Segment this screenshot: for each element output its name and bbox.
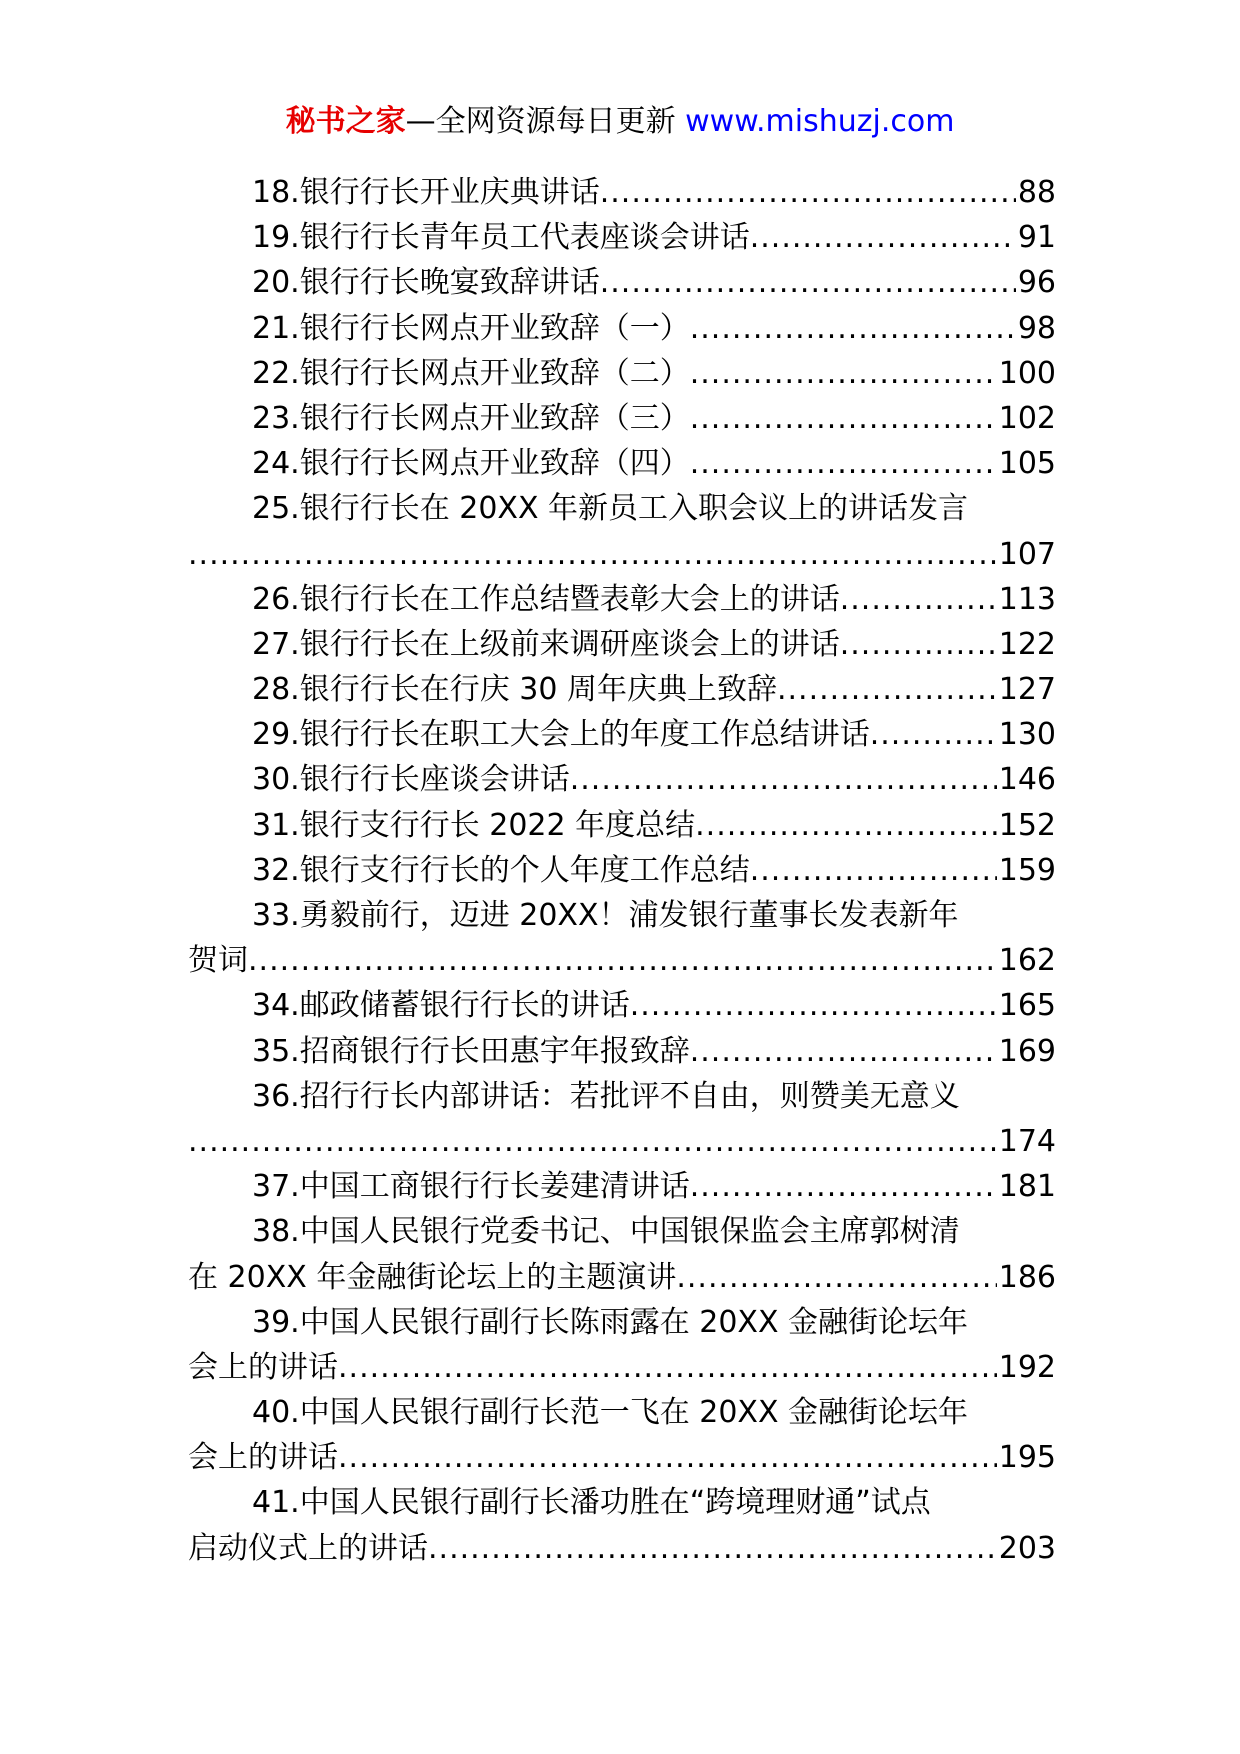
toc-entry-title: 35.招商银行行长田惠宇年报致辞 [252, 1033, 690, 1069]
toc-entry-title: 36.招行行长内部讲话：若批评不自由，则赞美无意义 [252, 1078, 960, 1114]
toc-entry-title: 21.银行行长网点开业致辞（一） [252, 310, 690, 346]
toc-entry[interactable] [188, 757, 1056, 802]
toc-entry[interactable] [188, 441, 1056, 486]
toc-entry-title: 40.中国人民银行副行长范一飞在 20XX 金融街论坛年 [252, 1395, 969, 1431]
toc-page-number: 169 [998, 1033, 1056, 1069]
page-header [0, 100, 1240, 144]
toc-leader-dots [248, 938, 997, 983]
toc-leader-dots [690, 351, 997, 396]
toc-page-number: 130 [998, 717, 1056, 753]
toc-entry-title: 18.银行行长开业庆典讲话 [252, 175, 600, 210]
toc-entry[interactable] [188, 667, 1056, 712]
toc-leader-dots [870, 712, 997, 757]
toc-page-number: 146 [998, 762, 1056, 798]
header-url-link[interactable]: www.mishuzj.com [685, 104, 955, 139]
toc-entry[interactable] [188, 983, 1056, 1028]
toc-page-number: 181 [998, 1169, 1056, 1205]
toc-entry-title: 38.中国人民银行党委书记、中国银保监会主席郭树清 [252, 1214, 960, 1250]
toc-leader-dots [690, 1164, 997, 1209]
toc-page-number: 186 [998, 1259, 1056, 1295]
toc-leader-dots [338, 1435, 997, 1480]
toc-entry[interactable] [188, 893, 1056, 938]
toc-page-number: 162 [998, 943, 1056, 979]
toc-leader-dots [600, 170, 1016, 215]
toc-leader-dots [690, 396, 997, 441]
toc-entry-continuation[interactable] [188, 532, 1056, 577]
toc-entry[interactable] [188, 1164, 1056, 1209]
toc-entry-title: 30.银行行长座谈会讲话 [252, 762, 570, 798]
toc-entry-title-continued: 贺词 [188, 943, 248, 979]
toc-entry[interactable] [188, 712, 1056, 757]
toc-entry-continuation[interactable] [188, 1435, 1056, 1480]
toc-entry[interactable] [188, 1480, 1056, 1525]
brand-name: 秘书之家 [285, 104, 406, 139]
toc-entry-continuation[interactable] [188, 938, 1056, 983]
toc-entry-continuation[interactable] [188, 1526, 1056, 1571]
toc-leader-dots [690, 306, 1016, 351]
toc-entry-title: 34.邮政储蓄银行行长的讲话 [252, 988, 630, 1024]
toc-page-number: 159 [998, 852, 1056, 888]
toc-entry-title-continued: 会上的讲话 [188, 1440, 338, 1476]
toc-page-number: 122 [998, 626, 1056, 662]
toc-entry-title: 26.银行行长在工作总结暨表彰大会上的讲话 [252, 581, 840, 617]
toc-entry-continuation[interactable] [188, 1255, 1056, 1300]
toc-entry[interactable] [188, 622, 1056, 667]
toc-entry[interactable] [188, 1300, 1056, 1345]
toc-leader-dots [690, 1029, 997, 1074]
table-of-contents [188, 170, 1056, 1571]
toc-entry-continuation[interactable] [188, 1119, 1056, 1164]
toc-entry-title: 27.银行行长在上级前来调研座谈会上的讲话 [252, 626, 840, 662]
toc-leader-dots [188, 532, 997, 577]
toc-page-number: 113 [998, 581, 1056, 617]
toc-leader-dots [750, 848, 997, 893]
toc-page-number: 152 [998, 807, 1056, 843]
toc-page-number: 91 [1017, 220, 1056, 256]
toc-leader-dots [630, 983, 997, 1028]
toc-page-number: 98 [1017, 310, 1056, 346]
toc-entry[interactable] [188, 396, 1056, 441]
toc-entry-title: 41.中国人民银行副行长潘功胜在“跨境理财通”试点 [252, 1485, 931, 1521]
toc-entry-continuation[interactable] [188, 1345, 1056, 1390]
header-tagline: —全网资源每日更新 [405, 104, 676, 139]
toc-leader-dots [428, 1526, 997, 1571]
toc-page-number: 195 [998, 1440, 1056, 1476]
toc-entry-title: 19.银行行长青年员工代表座谈会讲话 [252, 220, 750, 256]
toc-entry[interactable] [188, 848, 1056, 893]
toc-leader-dots [600, 260, 1016, 305]
toc-leader-dots [695, 803, 997, 848]
toc-entry-title: 32.银行支行行长的个人年度工作总结 [252, 852, 750, 888]
toc-page-number: 102 [998, 400, 1056, 436]
toc-entry[interactable] [188, 1074, 1056, 1119]
toc-page-number: 107 [998, 536, 1056, 572]
toc-entry-title: 25.银行行长在 20XX 年新员工入职会议上的讲话发言 [252, 491, 969, 527]
toc-page-number: 96 [1017, 265, 1056, 301]
toc-entry-title: 28.银行行长在行庆 30 周年庆典上致辞 [252, 672, 777, 708]
toc-entry[interactable] [188, 215, 1056, 260]
toc-entry[interactable] [188, 577, 1056, 622]
toc-leader-dots [840, 622, 997, 667]
toc-entry-title: 24.银行行长网点开业致辞（四） [252, 446, 690, 482]
toc-entry-title: 23.银行行长网点开业致辞（三） [252, 400, 690, 436]
toc-page-number: 100 [998, 355, 1056, 391]
toc-entry-title-continued: 会上的讲话 [188, 1349, 338, 1385]
toc-leader-dots [777, 667, 997, 712]
toc-entry-title: 33.勇毅前行，迈进 20XX！浦发银行董事长发表新年 [252, 898, 959, 933]
toc-entry[interactable] [188, 486, 1056, 531]
toc-page-number: 105 [998, 446, 1056, 482]
toc-entry[interactable] [188, 351, 1056, 396]
toc-page-number: 192 [998, 1349, 1056, 1385]
toc-page-number: 88 [1017, 175, 1056, 210]
toc-leader-dots [676, 1255, 996, 1300]
toc-leader-dots [840, 577, 997, 622]
toc-entry[interactable] [188, 1029, 1056, 1074]
toc-entry[interactable] [188, 1209, 1056, 1254]
toc-page-number: 203 [998, 1530, 1056, 1566]
toc-leader-dots [690, 441, 997, 486]
toc-entry-title: 20.银行行长晚宴致辞讲话 [252, 265, 600, 301]
toc-entry-title: 31.银行支行行长 2022 年度总结 [252, 807, 696, 843]
toc-leader-dots [188, 1119, 997, 1164]
toc-page-number: 165 [998, 988, 1056, 1024]
toc-entry-title: 37.中国工商银行行长姜建清讲话 [252, 1169, 690, 1205]
toc-entry[interactable] [188, 260, 1056, 305]
toc-page-number: 174 [998, 1123, 1056, 1159]
toc-entry[interactable] [188, 1390, 1056, 1435]
toc-entry-title: 29.银行行长在职工大会上的年度工作总结讲话 [252, 717, 870, 753]
toc-entry[interactable] [188, 170, 1056, 215]
toc-entry[interactable] [188, 803, 1056, 848]
toc-leader-dots [338, 1345, 997, 1390]
toc-entry-title: 39.中国人民银行副行长陈雨露在 20XX 金融街论坛年 [252, 1304, 969, 1340]
toc-entry-title: 22.银行行长网点开业致辞（二） [252, 355, 690, 391]
toc-leader-dots [750, 215, 1016, 260]
toc-page-number: 127 [998, 672, 1056, 708]
toc-entry-title-continued: 在 20XX 年金融街论坛上的主题演讲 [188, 1259, 677, 1295]
toc-leader-dots [570, 757, 997, 802]
toc-entry[interactable] [188, 306, 1056, 351]
toc-entry-title-continued: 启动仪式上的讲话 [188, 1530, 428, 1566]
